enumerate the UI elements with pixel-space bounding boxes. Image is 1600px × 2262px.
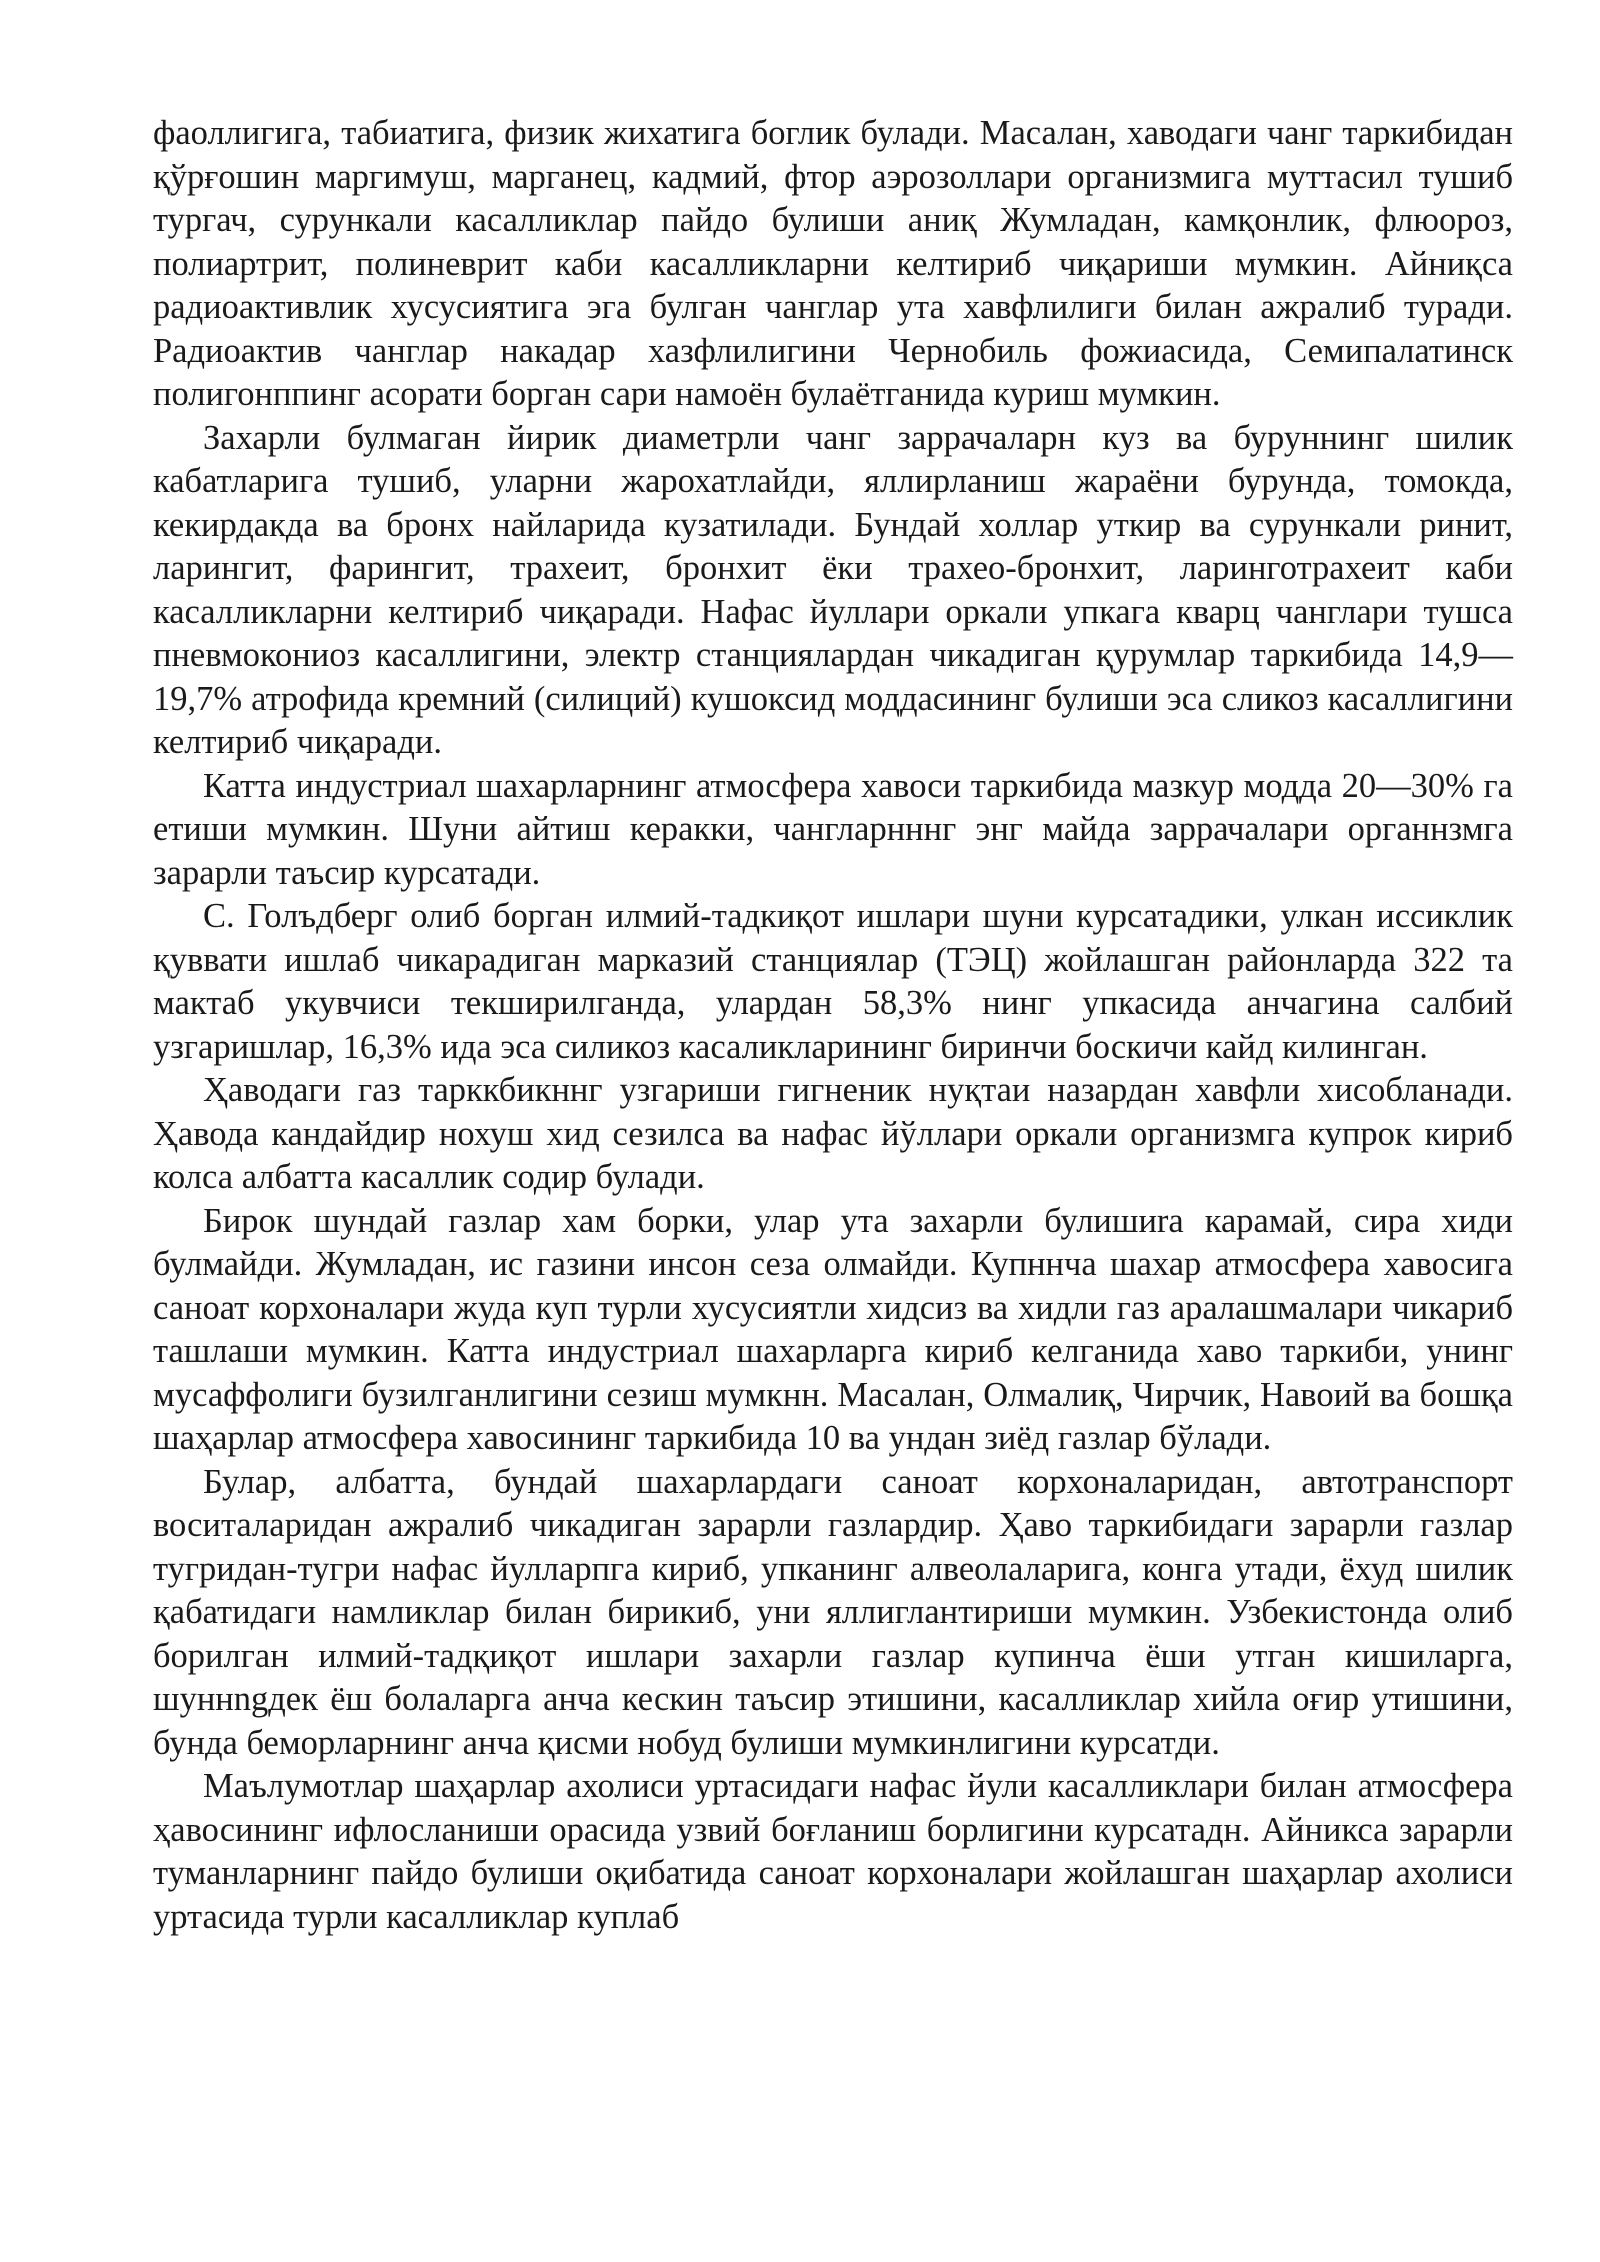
paragraph-6: Бирок шундай газлар хам борки, улар ута захарли булишиrа карамай, сира хиди булмайди. Жумладан, ис газини инсон сеза олмайди. Купннча шахар атмосфера хавосига саноат корхоналари жуда куп турли хусусиятли хидсиз ва хидли газ аралашмалари чикариб ташлаши мумкин. Катта индустриал шахарларга кириб келганида хаво таркиби, унинг мусаффолиги бузилганлигини сезиш мумкнн. Масалан, Олмалиқ, Чирчик, Навоий ва бошқа шаҳарлар атмосфера хавосининг таркибида 10 ва ундан зиёд газлар бўлади. (153, 1201, 1513, 1457)
paragraph-3: Катта индустриал шахарларнинг атмосфера хавоси таркибида мазкур модда 20—30% га етиши мумкин. Шуни айтиш керакки, чангларнннг энг майда заррачалари органнзмга зарарли таъсир курсатади. (153, 766, 1513, 892)
paragraph-8: Маълумотлар шаҳарлар ахолиси уртасидаги нафас йули касалликлари билан атмосфера ҳавосининг ифлосланиши орасида узвий боғланиш борлигини курсатадн. Айникса зарарли туманларнинг пайдо булиши оқибатида саноат корхоналари жойлашган шаҳарлар ахолиси уртасида турли касалликлар куплаб (153, 1767, 1513, 1936)
document-page (153, 112, 1513, 1939)
paragraph-5: Ҳаводаги газ тарккбикннг узгариши гигненик нуқтаи назардан хавфли хисобланади. Ҳавода кандайдир нохуш хид сезилса ва нафас йўллари оркали организмга купрок кириб колса албатта касаллик содир булади. (153, 1071, 1513, 1196)
paragraph-4: С. Голъдберг олиб борган илмий-тадкиқот ишлари шуни курсатадики, улкан иссиклик қуввати ишлаб чикарадиган марказий станциялар (ТЭЦ) жойлашган районларда 322 та мактаб укувчиси текширилганда, улардан 58,3% нинг упкасида анчагина салбий узгаришлар, 16,3% ида эса силикоз касаликларининг биринчи боскичи кайд килинган. (153, 897, 1513, 1066)
paragraph-2: Захарли булмаган йирик диаметрли чанг заррачаларн куз ва буруннинг шилик кабатларига тушиб, уларни жарохатлайди, яллирланиш жараёни бурунда, томокда, кекирдакда ва бронх найларида кузатилади. Бундай холлар уткир ва сурункали ринит, ларингит, фарингит, трахеит, бронхит ёки трахео-бронхит, ларинготрахеит каби касалликларни келтириб чиқаради. Нафас йуллари оркали упкага кварц чанглари тушса пневмокониоз касаллигини, электр станциялардан чикадиган қурумлар таркибида 14,9—19,7% атрофида кремний (силиций) кушоксид моддасининг булиши эса сликоз касаллигини келтириб чиқаради. (153, 418, 1513, 761)
paragraph-7: Булар, албатта, бундай шахарлардаги саноат корхоналаридан, автотранспорт воситаларидан ажралиб чикадиган зарарли газлардир. Ҳаво таркибидаги зарарли газлар тугридан-тугри нафас йулларпга кириб, упканинг алвеолаларига, конга утади, ёхуд шилик қабатидаги намликлар билан бирикиб, уни яллиглантириши мумкин. Узбекистонда олиб борилган илмий-тадқиқот ишлари захарли газлар купинча ёши утган кишиларга, шуннngдек ёш болаларга анча кескин таъсир этишини, касалликлар хийла оғир утишини, бунда беморларнинг анча қисми нобуд булиши мумкинлигини курсатди. (153, 1462, 1513, 1762)
paragraph-1: фаоллигига, табиатига, физик жихатига боглик булади. Масалан, хаводаги чанг таркибидан қўрғошин маргимуш, марганец, кадмий, фтор аэрозоллари организмига муттасил тушиб тургач, сурункали касалликлар пайдо булиши аниқ Жумладан, камқонлик, флюороз, полиартрит, полиневрит каби касалликларни келтириб чиқариши мумкин. Айниқса радиоактивлик хусусиятига эга булган чанглар ута хавфлилиги билан ажралиб туради. Радиоактив чанглар накадар хазфлилигини Чернобиль фожиасида, Семипалатинск полигонппинг асорати борган сари намоён булаётганида куриш мумкин. (153, 114, 1513, 413)
